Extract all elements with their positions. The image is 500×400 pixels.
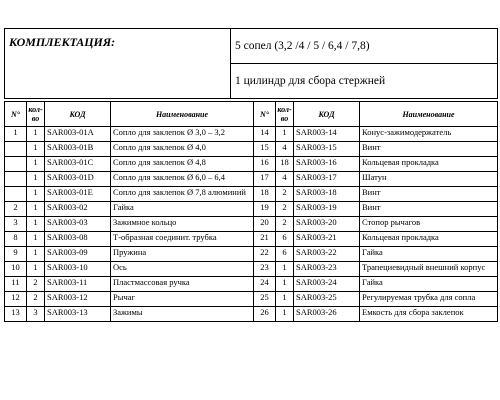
cell-name: Сопло для заклепок Ø 4,8: [111, 157, 254, 172]
parts-header-row: [5, 102, 498, 127]
table-row: [5, 142, 498, 157]
cell-name: Стопор рычагов: [360, 217, 498, 232]
cell-num: [5, 172, 27, 187]
cell-qty: 2: [27, 277, 45, 292]
cell-name: Трапециевидный внешний корпус: [360, 262, 498, 277]
cell-qty: 18: [276, 157, 294, 172]
cell-num: 15: [254, 142, 276, 157]
header-code: КОД: [294, 102, 360, 127]
cell-code: SAR003-23: [294, 262, 360, 277]
table-row: [5, 292, 498, 307]
header-num: N°: [254, 102, 276, 127]
cell-num: 13: [5, 307, 27, 322]
cell-num: 14: [254, 127, 276, 142]
cell-name: Зажимное кольцо: [111, 217, 254, 232]
cell-code: SAR003-25: [294, 292, 360, 307]
cell-name: Емкость для сбора заклепок: [360, 307, 498, 322]
cell-name: Пластмассовая ручка: [111, 277, 254, 292]
cell-name: Конус-зажимодержатель: [360, 127, 498, 142]
cell-code: SAR003-15: [294, 142, 360, 157]
cell-name: Шатун: [360, 172, 498, 187]
cell-num: 10: [5, 262, 27, 277]
cell-name: Гайка: [111, 202, 254, 217]
cell-num: [5, 142, 27, 157]
cell-name: Рычаг: [111, 292, 254, 307]
header-qty: кол-во: [27, 102, 45, 127]
cell-code: SAR003-09: [45, 247, 111, 262]
parts-table: [4, 101, 498, 322]
cell-num: 1: [5, 127, 27, 142]
header-code: КОД: [45, 102, 111, 127]
cell-code: SAR003-16: [294, 157, 360, 172]
table-row: [5, 202, 498, 217]
kit-item: 5 сопел (3,2 /4 / 5 / 6,4 / 7,8): [231, 29, 498, 64]
table-row: [5, 247, 498, 262]
cell-qty: 6: [276, 232, 294, 247]
cell-qty: 1: [27, 172, 45, 187]
table-row: [5, 127, 498, 142]
cell-code: SAR003-01D: [45, 172, 111, 187]
cell-code: SAR003-21: [294, 232, 360, 247]
cell-code: SAR003-10: [45, 262, 111, 277]
cell-code: SAR003-19: [294, 202, 360, 217]
kit-table: [4, 28, 498, 99]
cell-num: 19: [254, 202, 276, 217]
table-row: [5, 187, 498, 202]
cell-name: Сопло для заклепок Ø 4,0: [111, 142, 254, 157]
cell-num: 2: [5, 202, 27, 217]
cell-qty: 1: [27, 247, 45, 262]
cell-num: 11: [5, 277, 27, 292]
header-name: Наименование: [111, 102, 254, 127]
cell-num: 23: [254, 262, 276, 277]
cell-name: Винт: [360, 202, 498, 217]
table-row: [5, 262, 498, 277]
cell-qty: 1: [27, 187, 45, 202]
table-row: [5, 172, 498, 187]
cell-qty: 1: [27, 157, 45, 172]
cell-name: Кольцевая прокладка: [360, 232, 498, 247]
cell-name: Гайка: [360, 277, 498, 292]
cell-qty: 1: [27, 142, 45, 157]
cell-num: [5, 157, 27, 172]
cell-qty: 1: [276, 292, 294, 307]
header-name: Наименование: [360, 102, 498, 127]
cell-qty: 2: [276, 217, 294, 232]
cell-code: SAR003-18: [294, 187, 360, 202]
cell-code: SAR003-17: [294, 172, 360, 187]
cell-name: Пружина: [111, 247, 254, 262]
cell-name: Регулируемая трубка для сопла: [360, 292, 498, 307]
cell-num: 25: [254, 292, 276, 307]
table-row: [5, 232, 498, 247]
cell-num: 16: [254, 157, 276, 172]
header-num: N°: [5, 102, 27, 127]
cell-num: 9: [5, 247, 27, 262]
cell-code: SAR003-26: [294, 307, 360, 322]
cell-qty: 2: [276, 187, 294, 202]
cell-num: 24: [254, 277, 276, 292]
cell-name: Гайка: [360, 247, 498, 262]
cell-code: SAR003-24: [294, 277, 360, 292]
cell-code: SAR003-13: [45, 307, 111, 322]
cell-code: SAR003-12: [45, 292, 111, 307]
cell-num: 22: [254, 247, 276, 262]
cell-name: Т-образная соединит. трубка: [111, 232, 254, 247]
cell-name: Винт: [360, 142, 498, 157]
cell-num: 3: [5, 217, 27, 232]
cell-qty: 6: [276, 247, 294, 262]
cell-code: SAR003-14: [294, 127, 360, 142]
table-row: [5, 157, 498, 172]
cell-qty: 2: [27, 292, 45, 307]
cell-name: Кольцевая прокладка: [360, 157, 498, 172]
cell-code: SAR003-01B: [45, 142, 111, 157]
header-qty: кол-во: [276, 102, 294, 127]
cell-qty: 4: [276, 142, 294, 157]
cell-num: 8: [5, 232, 27, 247]
cell-code: SAR003-08: [45, 232, 111, 247]
table-row: [5, 217, 498, 232]
cell-name: Зажимы: [111, 307, 254, 322]
kit-label: КОМПЛЕКТАЦИЯ:: [5, 29, 231, 99]
cell-code: SAR003-01A: [45, 127, 111, 142]
table-row: [5, 277, 498, 292]
cell-qty: 1: [276, 277, 294, 292]
cell-name: Ось: [111, 262, 254, 277]
cell-qty: 1: [276, 307, 294, 322]
cell-num: 21: [254, 232, 276, 247]
parts-body: [5, 127, 498, 322]
cell-code: SAR003-01C: [45, 157, 111, 172]
cell-qty: 1: [27, 232, 45, 247]
cell-num: 17: [254, 172, 276, 187]
cell-num: [5, 187, 27, 202]
cell-qty: 1: [27, 202, 45, 217]
cell-qty: 2: [276, 202, 294, 217]
cell-code: SAR003-20: [294, 217, 360, 232]
table-row: [5, 307, 498, 322]
cell-qty: 1: [27, 127, 45, 142]
cell-code: SAR003-11: [45, 277, 111, 292]
cell-name: Сопло для заклепок Ø 3,0 – 3,2: [111, 127, 254, 142]
cell-qty: 3: [27, 307, 45, 322]
cell-num: 18: [254, 187, 276, 202]
cell-num: 20: [254, 217, 276, 232]
cell-code: SAR003-02: [45, 202, 111, 217]
cell-qty: 1: [276, 127, 294, 142]
cell-name: Сопло для заклепок Ø 7,8 алюминий: [111, 187, 254, 202]
cell-qty: 1: [27, 262, 45, 277]
cell-num: 12: [5, 292, 27, 307]
cell-qty: 4: [276, 172, 294, 187]
kit-item: 1 цилиндр для сбора стержней: [231, 64, 498, 99]
cell-qty: 1: [27, 217, 45, 232]
cell-num: 26: [254, 307, 276, 322]
cell-code: SAR003-22: [294, 247, 360, 262]
cell-code: SAR003-01E: [45, 187, 111, 202]
cell-qty: 1: [276, 262, 294, 277]
cell-name: Винт: [360, 187, 498, 202]
cell-name: Сопло для заклепок Ø 6,0 – 6,4: [111, 172, 254, 187]
cell-code: SAR003-03: [45, 217, 111, 232]
